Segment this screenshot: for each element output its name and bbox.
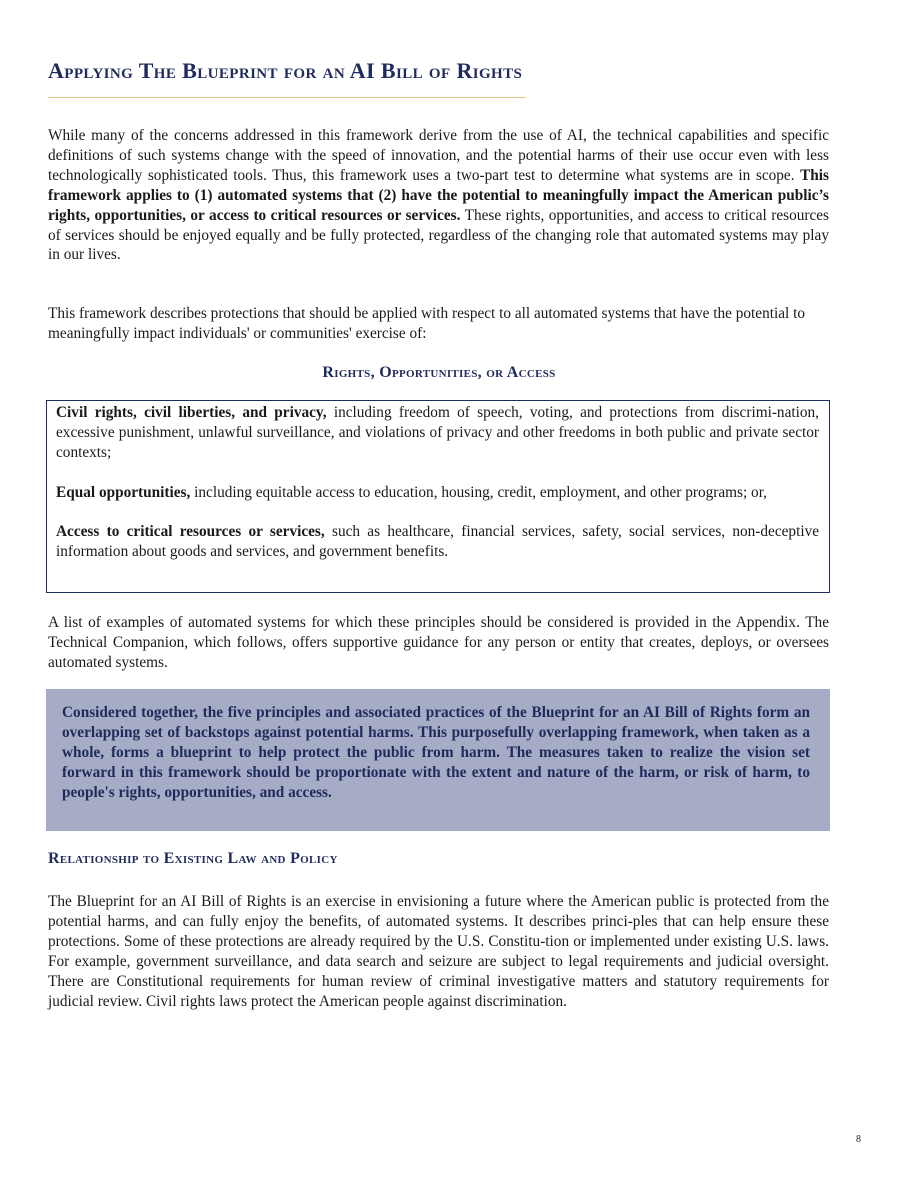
framework-paragraph: This framework describes protections that should be applied with respect to all automated systems that have the potential to meaningfully impact individuals' or communities' exercise of: <box>48 305 805 342</box>
intro-bold-text: This framework applies to (1) automated systems that (2) have the potential to meaningfully impact the American public’s rights, opportunities, or access to critical resources or services. <box>48 166 829 224</box>
intro-text-1: While many of the concerns addressed in this framework derive from the use of AI, the technical capabilities and specific definitions of such systems change with the speed of innovation, and the potential harms of their use occur even with less technologically sophisticated tools. Thus, this framework uses a two-part test to determine what systems are in scope. <box>48 127 829 184</box>
page-title: Applying The Blueprint for an AI Bill of Rights <box>48 58 523 83</box>
rights-item-text: such as healthcare, financial services, safety, social services, non-deceptive information about goods and services, and government benefits. <box>56 523 820 561</box>
rights-item <box>56 403 819 463</box>
rights-item-text: including freedom of speech, voting, and protections from discrimi-nation, excessive punishment, unlawful surveillance, and violations of privacy and other freedoms in both public and private sector contexts; <box>56 404 819 461</box>
rights-item <box>56 522 819 562</box>
title-underline <box>48 97 526 98</box>
rights-item-title: Civil rights, civil liberties, and privacy, <box>56 404 327 421</box>
intro-text-2: These rights, opportunities, and access to critical resources of services should be enjoyed equally and be fully protected, regardless of the changing role that automated systems may play in our lives. <box>48 206 829 264</box>
rights-item-title: Equal opportunities, <box>56 483 191 501</box>
callout-text: Considered together, the five principles and associated practices of the Blueprint for an AI Bill of Rights form an overlapping set of backstops against potential harms. This purposefully overlapping framework, when taken as a whole, forms a blueprint to help protect the public from harm. The measures taken to realize the vision set forward in this framework should be proportionate with the extent and nature of the harm, or risk of harm, to people's rights, opportunities, and access. <box>62 704 810 801</box>
rights-item <box>56 483 819 503</box>
intro-paragraph <box>48 126 829 265</box>
page-number: 8 <box>856 1134 861 1145</box>
appendix-paragraph: A list of examples of automated systems for which these principles should be considered is provided in the Appendix. The Technical Companion, which follows, offers supportive guidance for any person or entity that creates, deploys, or oversees automated systems. <box>48 614 829 671</box>
relationship-paragraph: The Blueprint for an AI Bill of Rights is an exercise in envisioning a future where the American public is protected from the potential harms, and can fully enjoy the benefits, of automated systems. It describes princi-ples that can help ensure these protections. Some of these protections are already required by the U.S. Constitu-tion or implemented under existing U.S. laws. For example, government surveillance, and data search and seizure are subject to legal requirements and judicial oversight. There are Constitutional requirements for human review of criminal investigative matters and statutory requirements for judicial review. Civil rights laws protect the American people against discrimination. <box>48 893 829 1010</box>
rights-heading: Rights, Opportunities, or Access <box>322 364 556 381</box>
relationship-heading: Relationship to Existing Law and Policy <box>48 850 338 867</box>
callout-box <box>46 689 830 831</box>
rights-item-title: Access to critical resources or services, <box>56 523 325 541</box>
rights-box <box>46 400 830 593</box>
rights-item-text: including equitable access to education, housing, credit, employment, and other programs; or, <box>190 483 768 501</box>
